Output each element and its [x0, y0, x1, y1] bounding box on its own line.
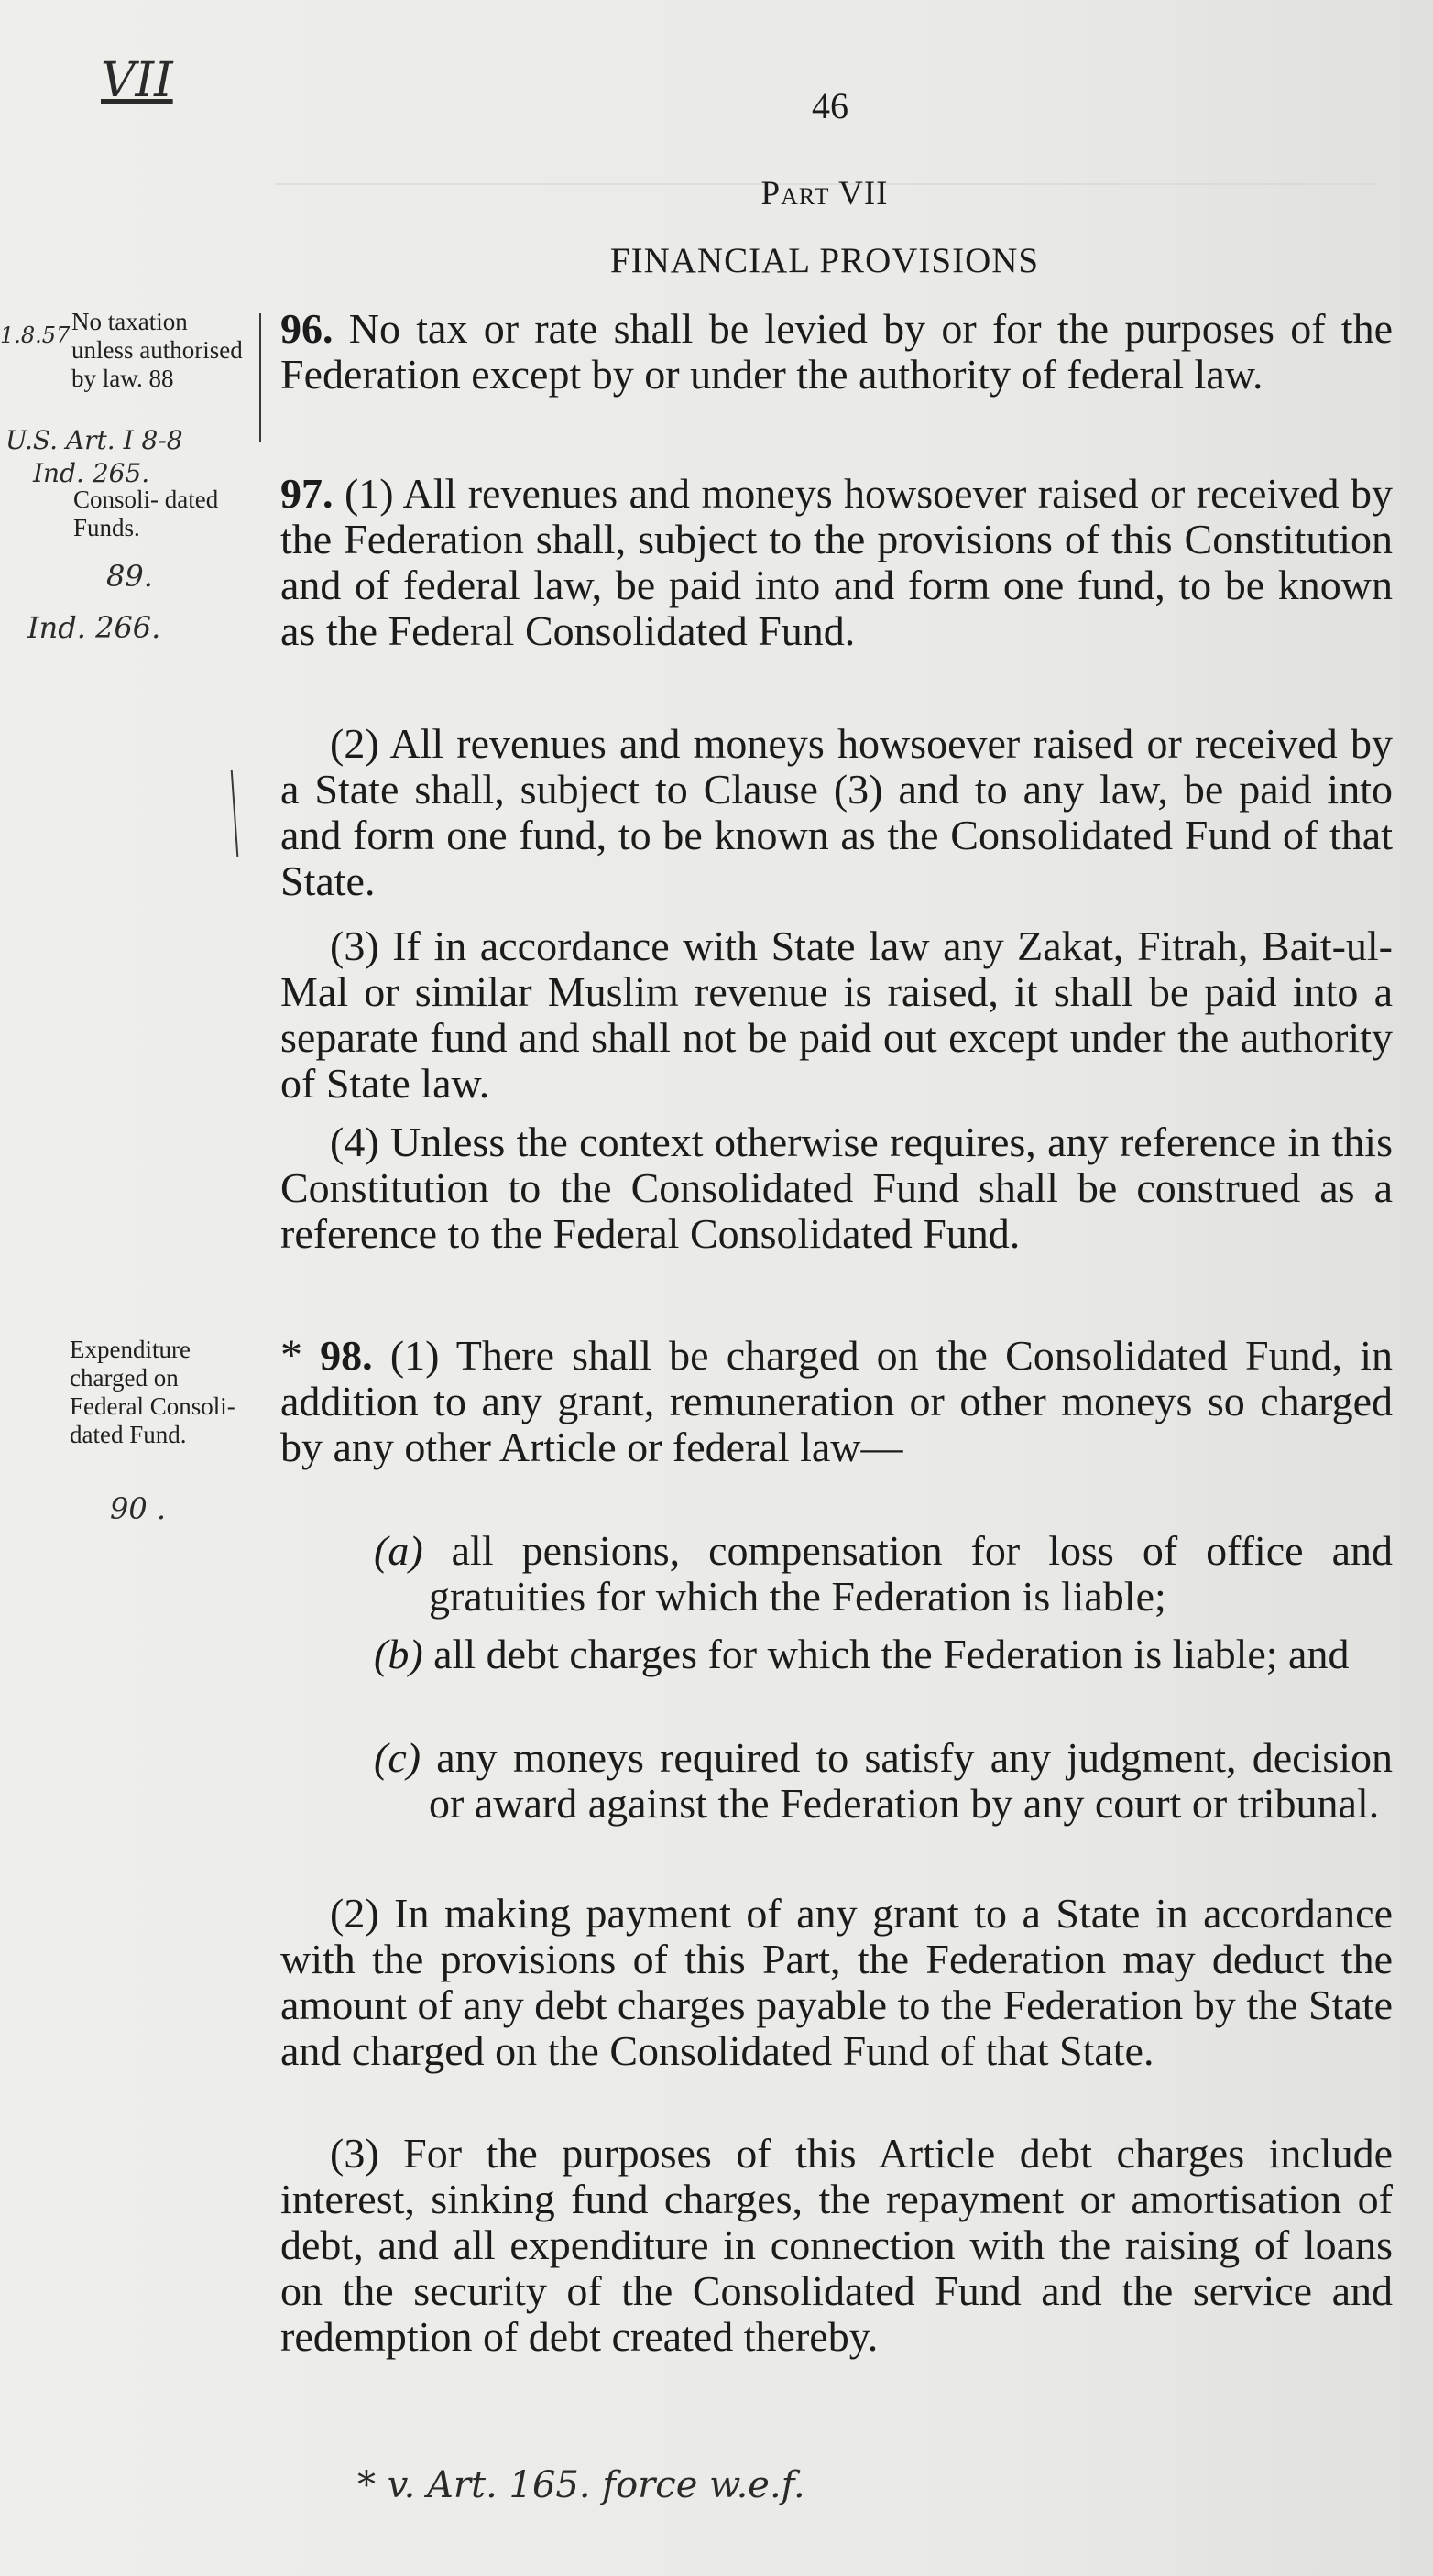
handwritten-cross-reference: 89. [106, 559, 153, 594]
article-96: 96. No tax or rate shall be levied by or for the purposes of the Federation except by or under the authority of federal law. [280, 305, 1393, 398]
article-97-clause-3: (3) If in accordance with State law any Zakat, Fitrah, Bait-ul-Mal or similar Muslim revenue is raised, it shall be paid into a separate fund and shall not be paid out except under the authority of State law. [280, 922, 1393, 1107]
article-97-clause-4: (4) Unless the context otherwise requires, any reference in this Constitution to the Consolidated Fund shall be construed as a reference to the Federal Consolidated Fund. [280, 1119, 1393, 1257]
side-note: Consoli- dated Funds. [73, 486, 219, 541]
margin-rule [259, 313, 261, 442]
asterisk-mark: * [280, 1331, 302, 1380]
article-98-clause-3: (3) For the purposes of this Article debt charges include interest, sinking fund charges, the repayment or amortisation of debt, and all expenditure in connection with the raising of loans on the security of the Consolidated Fund and the service and redemption of debt created thereby. [280, 2130, 1393, 2360]
section-title: FINANCIAL PROVISIONS [609, 241, 1040, 280]
article-98-clause-2: (2) In making payment of any grant to a State in accordance with the provisions of this Part, the Federation may deduct the amount of any debt charges payable to the Federation by the State and charged on the Consolidated Fund of that State. [280, 1890, 1393, 2074]
page-number: 46 [812, 85, 848, 126]
part-heading: Part VII [760, 175, 889, 213]
side-note-reference: 88 [148, 365, 174, 392]
handwritten-footnote: * v. Art. 165. force w.e.f. [357, 2464, 805, 2506]
handwritten-india-reference: Ind. 266. [27, 610, 161, 645]
handwritten-cross-reference: 90 . [110, 1491, 167, 1526]
side-note: No taxation unless authorised by law. 88 [71, 308, 243, 392]
article-98-item-a: (a) all pensions, compensation for loss of office and gratuities for which the Federation is liable; [374, 1527, 1393, 1620]
article-98-item-c: (c) any moneys required to satisfy any judgment, decision or award against the Federation by any court or tribunal. [374, 1734, 1393, 1827]
handwritten-part-number: VII [101, 53, 173, 108]
side-note: Expenditure charged on Federal Consoli- dated Fund. [70, 1336, 235, 1448]
handwritten-us-reference: U.S. Art. I 8-8 [5, 425, 183, 455]
article-98-clause-1: * 98. (1) There shall be charged on the Consolidated Fund, in addition to any grant, remuneration or other moneys so charged by any other Article or federal law— [280, 1331, 1394, 1470]
article-98-item-b: (b) all debt charges for which the Federation is liable; and [374, 1631, 1350, 1677]
handwritten-india-reference: Ind. 265. [33, 458, 150, 488]
handwritten-date-note: 1.8.57 [0, 322, 71, 348]
article-97-clause-2: (2) All revenues and moneys howsoever raised or received by a State shall, subject to Clause (3) and to any law, be paid into and form one fund, to be known as the Consolidated Fund of that State. [280, 720, 1393, 904]
article-97-clause-1: 97. (1) All revenues and moneys howsoever raised or received by the Federation shall, subject to the provisions of this Constitution and of federal law, be paid into and form one fund, to be known as the Federal Consolidated Fund. [280, 470, 1394, 654]
